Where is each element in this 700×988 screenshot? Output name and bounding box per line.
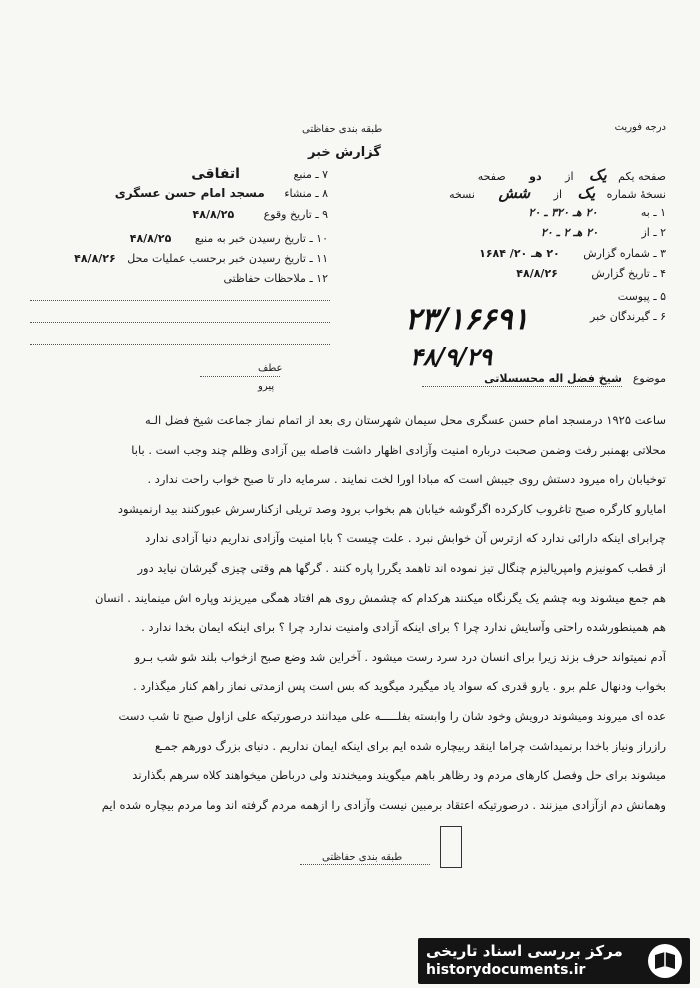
field-origin: ۸ ـ منشاء مسجد امام حسن عسگری bbox=[114, 186, 328, 200]
field-page: صفحه یکم یک از دو صفحه bbox=[477, 166, 666, 184]
classification-label: طبقه بندی حفاظتی bbox=[302, 124, 383, 135]
body-line: توخیابان راه میرود دستش روی جیبش است که مبادا اورا لخت نمایند . سرمایه دار تا صبح خواب راحت ندارد . bbox=[147, 472, 666, 487]
field-received-source: ۱۰ ـ تاریخ رسیدن خبر به منبع ۴۸/۸/۲۵ bbox=[129, 232, 328, 245]
body-line: از قطب کمونیزم وامپریالیزم چنگال تیز نموده اند تاهمد یگررا پاره کنند . گرگها هم وقتی چیزی گیرشان نیاید دور bbox=[137, 560, 666, 575]
atf-label: عطف bbox=[258, 363, 283, 374]
field-from: ۲ ـ از ۲۰ هـ ۲ ـ ۲۰ bbox=[540, 226, 666, 239]
logo-url: historydocuments.ir bbox=[426, 962, 586, 978]
body-line: هم جمع میشوند وبه چشم یک یگرنگاه میکنند هرکدام که چشمش روی هم افتاد همگی میریزند وپاره اش مینمایند . انسان bbox=[94, 590, 666, 605]
report-body bbox=[26, 406, 666, 820]
priority-label: درجه فوریت bbox=[614, 122, 666, 133]
body-line: آدم نمیتواند حرف بزند زیرا برای انسان درد سرد رست میشود . آخراین شد وضع صبح ازخواب بلند شو شب بـرو bbox=[134, 649, 666, 664]
body-line: محلاتی بهمنبر رفت وضمن صحبت درباره امنیت وآزادی اظهار داشت فاصله بین آزادی وظلم چند وجب است . بابا bbox=[131, 442, 666, 457]
body-line: بخواب ودنهال علم برو . یارو قدری که سواد یاد میگیرد میگوید که بس است پس ازمدتی نماز راهم کنار میگذارد . bbox=[133, 679, 666, 694]
handwritten-date: ۴۸/۹/۲۹ bbox=[410, 342, 492, 371]
body-line: وهمانش دم ازآزادی میزنند . درصورتیکه اعتقاد برمبین نیست وآزادی را ازهمه مردم گرفته اند وما مردم بیچاره شده ایم bbox=[101, 797, 666, 812]
book-icon bbox=[646, 942, 684, 980]
body-line: عده ای میروند ومیشوند درویش وخود شان را وابسته بفلـــــه علی میدانند درصورتیکه علی ازاول صبح تا شب دست bbox=[118, 708, 666, 723]
body-line: رازراز ونیاز باخدا برنمیداشت چراما اینقد ربیچاره شده ایم برای اینکه ایمان نداریم . دنیای بزرگ دورهم جمـع bbox=[154, 738, 666, 753]
report-title: گزارش خبر bbox=[308, 145, 381, 160]
field-security-notes: ۱۲ ـ ملاحظات حفاظتی bbox=[223, 272, 328, 285]
subject-value: شیخ فضل اله محسسلاتی bbox=[484, 372, 622, 385]
body-line: ساعت ۱۹۲۵ درمسجد امام حسن عسگری محل سیمان شهرستان ری بعد از اتمام نماز جماعت شیخ فضل الـه bbox=[145, 413, 666, 427]
field-recipients: ۶ ـ گیرندگان خبر bbox=[590, 310, 666, 323]
logo-name: مرکز بررسی اسناد تاریخی bbox=[426, 942, 623, 960]
handwritten-number: ۲۳/۱۶۶۹۱ bbox=[405, 302, 529, 337]
subject-label: موضوع bbox=[632, 372, 666, 385]
body-line: چرابرای اینکه دارائی ندارد که ازترس آن خوابش نبرد . علت چیست ؟ بابا امنیت وآزادی نداریم دنیا آزادی ندارد bbox=[145, 531, 666, 546]
body-line: هم همینطورشده راحتی وآسایش ندارد چرا ؟ برای اینکه آزادی وامنیت ندارد چرا ؟ برای اینکه ایمان بخدا ندارد . bbox=[141, 620, 666, 635]
body-line: میشوند برای حل وفصل کارهای مردم ود رظاهر باهم میگویند ومیخندند ولی درباطن میخواهند کلاه سرهم بگذارند bbox=[132, 768, 666, 783]
field-report-number: ۳ ـ شماره گزارش ۲۰ هـ ۲۰/ ۱۶۸۴ bbox=[479, 247, 666, 260]
footer-classification: طبقه بندی حفاظتی bbox=[322, 852, 403, 863]
field-copy: نسخهٔ شماره یک از شش نسخه bbox=[449, 184, 666, 202]
field-attachment: ۵ ـ پیوست bbox=[617, 290, 666, 303]
watermark-logo bbox=[418, 938, 690, 984]
peyro-label: پیرو bbox=[258, 381, 275, 392]
field-received-operations: ۱۱ ـ تاریخ رسیدن خبر برحسب عملیات محل ۴۸/۸/۲۶ bbox=[74, 252, 328, 265]
field-report-date: ۴ ـ تاریخ گزارش ۴۸/۸/۲۶ bbox=[516, 267, 666, 280]
field-source: ۷ ـ منبع اتفاقی bbox=[191, 166, 328, 182]
body-line: امایارو کارگره صبح تاغروب کارکرده اگرگوشه خیابان هم بخواب برود وصد تریلی ازکنارسرش عبورکنند بید ارنمیشود bbox=[117, 501, 666, 516]
footer-stamp-box bbox=[440, 826, 462, 868]
field-occurrence-date: ۹ ـ تاریخ وقوع ۴۸/۸/۲۵ bbox=[192, 208, 328, 221]
field-to: ۱ ـ به ۲۰ هـ ۳۲۰ ـ ۲۰ bbox=[528, 206, 666, 219]
